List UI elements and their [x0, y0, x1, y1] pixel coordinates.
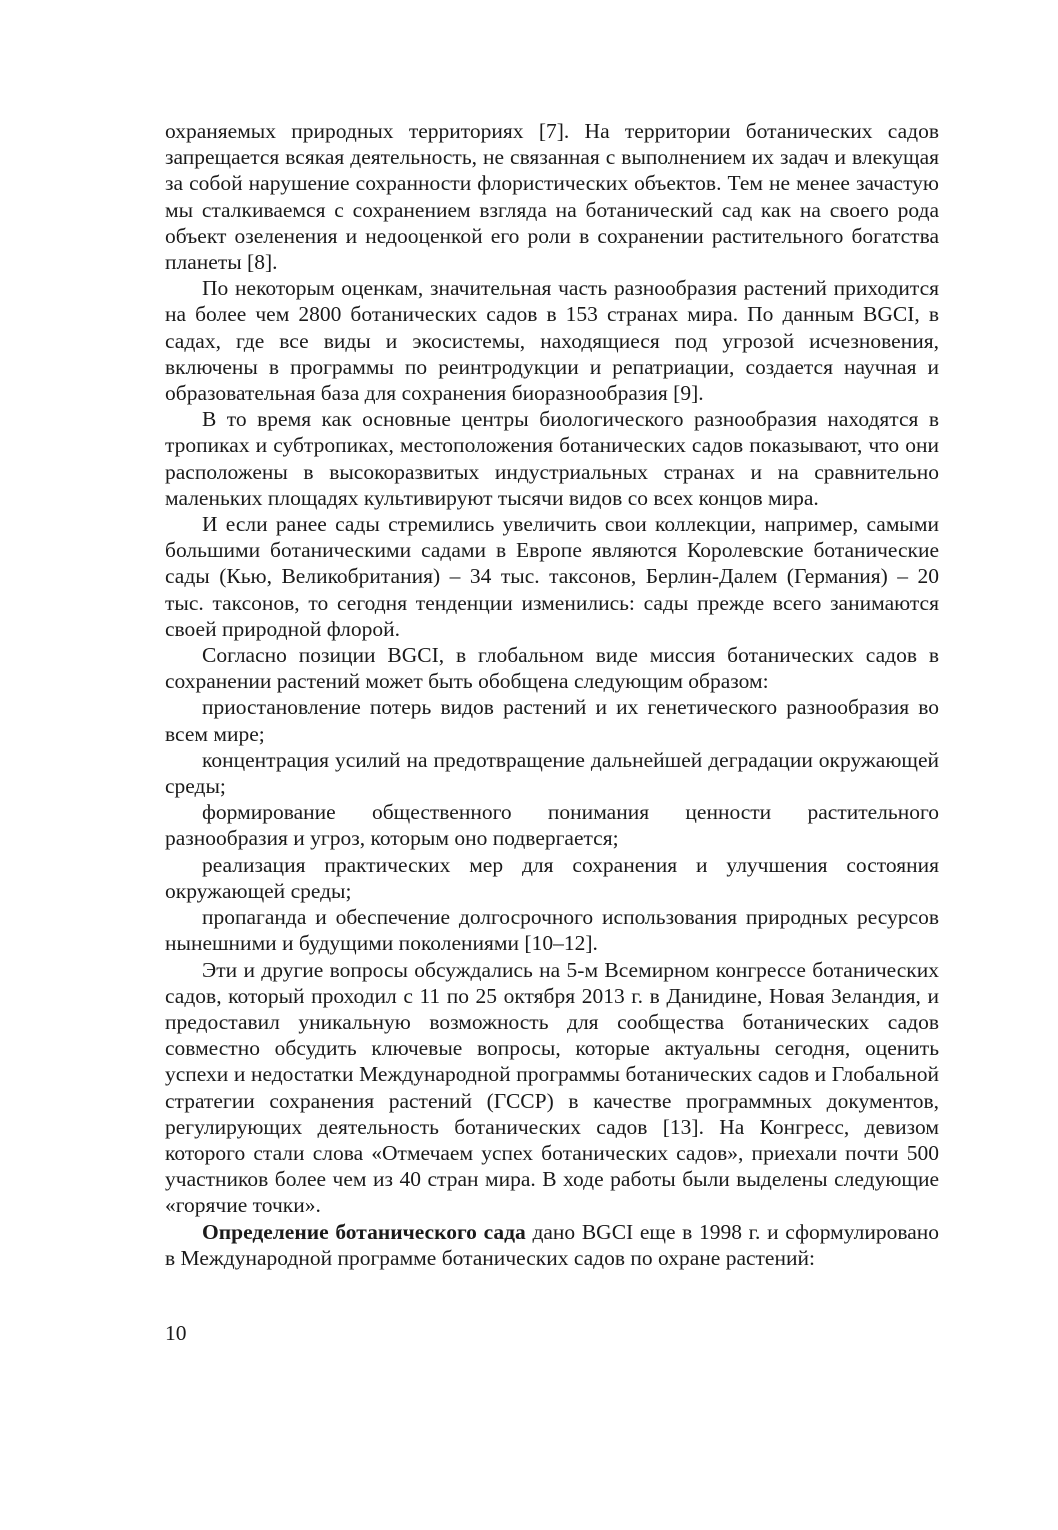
list-item: приостановление потерь видов растений и их генетического разнообразия во всем мире; — [165, 695, 939, 746]
paragraph: Эти и другие вопросы обсуждались на 5-м Всемирном конгрессе ботанических садов, который проходил с 11 по 25 октября 2013 г. в Данидине, Новая Зеландия, и предоставил уникальную возможность для сообщества ботанических садов совместно обсудить ключевые вопросы, которые актуальны сегодня, оценить успехи и недостатки Международной программы ботанических садов и Глобальной стратегии сохранения растений (ГССР) в качестве программных документов, регулирующих деятельность ботанических садов [13]. На Конгресс, девизом которого стали слова «Отмечаем успех ботанических садов», приехали почти 500 участников более чем из 40 стран мира. В ходе работы были выделены следующие «горячие точки». — [165, 957, 939, 1218]
paragraph: Согласно позиции BGCI, в глобальном виде миссия ботанических садов в сохранении растений может быть обобщена следующим образом: — [165, 643, 939, 694]
bold-term: Определение ботанического сада — [202, 1219, 526, 1244]
list-item: пропаганда и обеспечение долгосрочного использования природных ресурсов нынешними и будущими поколениями [10–12]. — [165, 905, 939, 956]
paragraph: По некоторым оценкам, значительная часть разнообразия растений приходится на более чем 2800 ботанических садов в 153 странах мира. По данным BGCI, в садах, где все виды и экосистемы, находящиеся под угрозой исчезновения, включены в программы по реинтродукции и репатриации, создается научная и образовательная база для сохранения биоразнообразия [9]. — [165, 276, 939, 406]
paragraph: И если ранее сады стремились увеличить свои коллекции, например, самыми большими ботаническими садами в Европе являются Королевские ботанические сады (Кью, Великобритания) – 34 тыс. таксонов, Берлин-Далем (Германия) – 20 тыс. таксонов, то сегодня тенденции изменились: сады прежде всего занимаются своей природной флорой. — [165, 512, 939, 641]
list-item: формирование общественного понимания ценности растительного разнообразия и угроз, которым оно подвергается; — [165, 800, 939, 851]
definition-text: дано BGCI еще в 1998 г. и сформулировано в Международной программе ботанических садов по охране растений: — [165, 1219, 939, 1270]
page-body — [165, 118, 939, 1271]
list-item: концентрация усилий на предотвращение дальнейшей деградации окружающей среды; — [165, 747, 939, 799]
page-number: 10 — [165, 1321, 187, 1345]
paragraph-definition — [165, 1219, 939, 1271]
paragraph: охраняемых природных территориях [7]. На территории ботанических садов запрещается всякая деятельность, не связанная с выполнением их задач и влекущая за собой нарушение сохранности флористических объектов. Тем не менее зачастую мы сталкиваемся с сохранением взгляда на ботанический сад как на своего рода объект озеленения и недооценкой его роли в сохранении растительного богатства планеты [8]. — [165, 119, 939, 275]
paragraph: В то время как основные центры биологического разнообразия находятся в тропиках и субтропиках, местоположения ботанических садов показывают, что они расположены в высокоразвитых индустриальных странах и на сравнительно маленьких площадях культивируют тысячи видов со всех концов мира. — [165, 407, 939, 510]
list-item: реализация практических мер для сохранения и улучшения состояния окружающей среды; — [165, 852, 939, 903]
